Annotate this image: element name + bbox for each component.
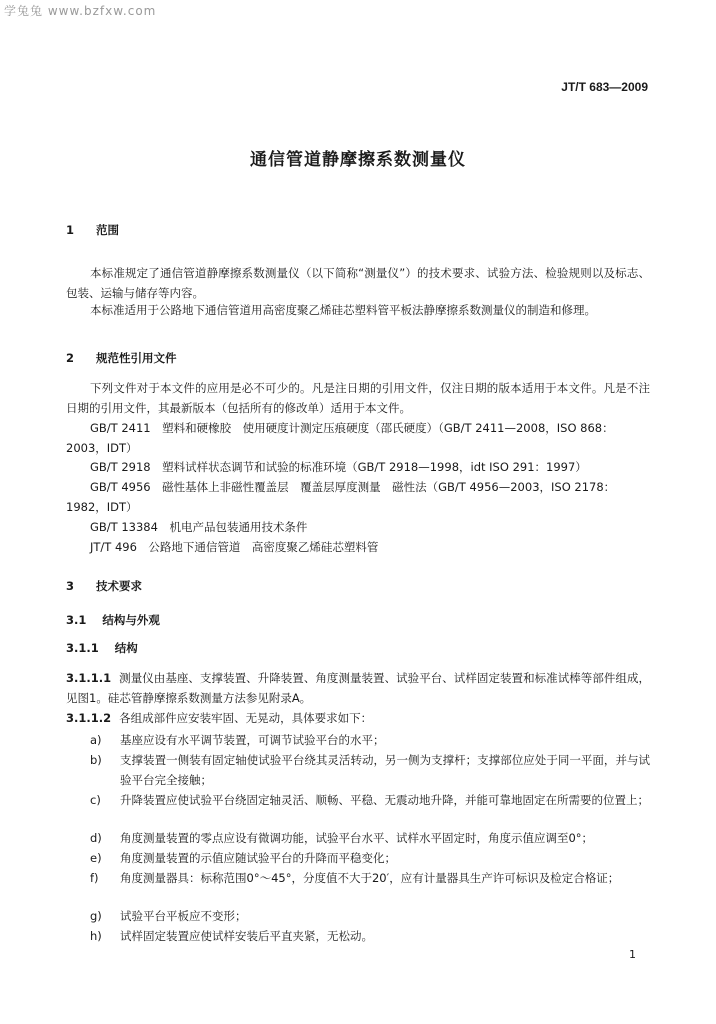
list-text: 角度测量装置的示值应随试验平台的升降而平稳变化；	[120, 851, 396, 865]
clause-text: 测量仪由基座、支撑装置、升降装置、角度测量装置、试验平台、试样固定装置和标准试棒等部件组成，见图1。硅芯管静摩擦系数测量方法参见附录A。	[66, 671, 650, 705]
clause-3-1-1-2	[66, 708, 650, 728]
section-3-heading	[66, 576, 650, 596]
list-item	[90, 750, 650, 790]
reference-item: GB/T 2411 塑料和硬橡胶 使用硬度计测定压痕硬度（邵氏硬度）（GB/T 2411—2008，ISO 868：2003，IDT）	[66, 421, 614, 455]
list-text: 试样固定装置应使试样安装后平直夹紧，无松动。	[120, 929, 373, 943]
reference-item: GB/T 13384 机电产品包装通用技术条件	[90, 520, 308, 534]
list-text: 试验平台平板应不变形；	[120, 909, 247, 923]
list-item	[90, 848, 650, 868]
subsection-3-1-heading	[66, 610, 650, 630]
clause-number: 3.1.1.2	[66, 711, 112, 725]
watermark: 学兔兔 www.bzfxw.com	[4, 4, 157, 18]
subsection-title: 结构与外观	[102, 613, 160, 627]
list-item	[90, 828, 650, 848]
list-item	[90, 790, 650, 810]
scope-paragraph-1: 本标准规定了通信管道静摩擦系数测量仪（以下简称“测量仪”）的技术要求、试验方法、检验规则以及标志、包装、运输与储存等内容。	[66, 266, 650, 300]
list-label: e)	[90, 851, 102, 865]
list-text: 升降装置应使试验平台绕固定轴灵活、顺畅、平稳、无震动地升降，并能可靠地固定在所需要的位置上；	[120, 793, 649, 807]
subsection-3-1-1-heading	[66, 638, 650, 658]
clause-number: 3.1.1.1	[66, 671, 112, 685]
list-label: a)	[90, 733, 102, 747]
section-number: 2	[66, 351, 75, 365]
list-label: h)	[90, 929, 102, 943]
subsection-title: 结构	[114, 641, 138, 655]
list-item	[90, 906, 650, 926]
section-title: 技术要求	[96, 579, 142, 593]
list-label: g)	[90, 909, 102, 923]
reference-item: GB/T 2918 塑料试样状态调节和试验的标准环境（GB/T 2918—1998，idt ISO 291：1997）	[90, 460, 587, 474]
reference-item: JT/T 496 公路地下通信管道 高密度聚乙烯硅芯塑料管	[90, 540, 379, 554]
subsection-number: 3.1	[66, 613, 87, 627]
list-item	[90, 730, 650, 750]
clause-3-1-1-1	[66, 668, 650, 708]
section-1-heading	[66, 220, 650, 240]
document-title: 通信管道静摩擦系数测量仪	[250, 150, 466, 170]
section-2-heading	[66, 348, 650, 368]
list-text: 支撑装置一侧装有固定轴使试验平台绕其灵活转动，另一侧为支撑杆；支撑部位应处于同一平面，并与试验平台完全接触；	[120, 753, 650, 787]
list-label: c)	[90, 793, 101, 807]
section-number: 3	[66, 579, 75, 593]
standard-code: JT/T 683—2009	[561, 80, 648, 94]
clause-text: 各组成部件应安装牢固、无晃动，具体要求如下：	[119, 711, 373, 725]
list-label: b)	[90, 753, 102, 767]
list-label: f)	[90, 871, 99, 885]
references-intro: 下列文件对于本文件的应用是必不可少的。凡是注日期的引用文件，仅注日期的版本适用于本文件。凡是不注日期的引用文件，其最新版本（包括所有的修改单）适用于本文件。	[66, 381, 650, 415]
list-label: d)	[90, 831, 102, 845]
section-title: 规范性引用文件	[96, 351, 177, 365]
reference-item: GB/T 4956 磁性基体上非磁性覆盖层 覆盖层厚度测量 磁性法（GB/T 4956—2003，ISO 2178：1982，IDT）	[66, 480, 616, 514]
list-text: 角度测量器具：标称范围0°～45°，分度值不大于20′，应有计量器具生产许可标识及检定合格证；	[120, 871, 620, 885]
subsection-number: 3.1.1	[66, 641, 99, 655]
list-item	[90, 926, 650, 946]
list-text: 角度测量装置的零点应设有微调功能，试验平台水平、试样水平固定时，角度示值应调至0°；	[120, 831, 594, 845]
section-number: 1	[66, 223, 75, 237]
list-text: 基座应设有水平调节装置，可调节试验平台的水平；	[120, 733, 385, 747]
list-item	[90, 868, 650, 888]
page-number: 1	[629, 948, 636, 961]
scope-paragraph-2: 本标准适用于公路地下通信管道用高密度聚乙烯硅芯塑料管平板法静摩擦系数测量仪的制造和修理。	[90, 303, 596, 317]
section-title: 范围	[96, 223, 119, 237]
